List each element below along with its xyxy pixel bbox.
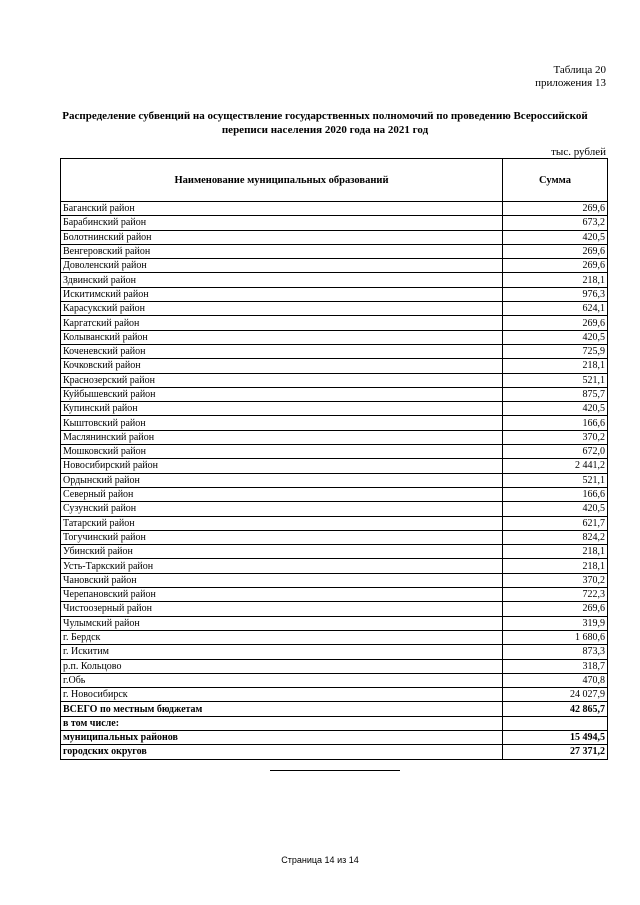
row-name: Доволенский район: [61, 259, 503, 273]
table-row: [61, 445, 608, 459]
row-name: Новосибирский район: [61, 459, 503, 473]
document-title: Распределение субвенций на осуществление государственных полномочий по проведению Всероссийской переписи населения 2020 года на 2021 год: [62, 110, 588, 136]
row-name: Барабинский район: [61, 216, 503, 230]
table-row: [61, 645, 608, 659]
table-row: [61, 502, 608, 516]
row-sum: [503, 716, 608, 730]
table-row: [61, 287, 608, 301]
table-row: [61, 373, 608, 387]
table-row: [61, 216, 608, 230]
table-row: [61, 745, 608, 759]
row-name: Кочковский район: [61, 359, 503, 373]
table-row: [61, 730, 608, 744]
table-row: [61, 259, 608, 273]
table-row: [61, 659, 608, 673]
table-row: [61, 702, 608, 716]
row-name: г.Обь: [61, 673, 503, 687]
row-sum: 319,9: [503, 616, 608, 630]
page-number: Страница 14 из 14: [281, 855, 359, 865]
row-name: Венгеровский район: [61, 244, 503, 258]
table-row: [61, 316, 608, 330]
table-row: [61, 359, 608, 373]
row-sum: 15 494,5: [503, 730, 608, 744]
column-header-name: Наименование муниципальных образований: [61, 159, 503, 202]
table-row: [61, 716, 608, 730]
row-name: Чистоозерный район: [61, 602, 503, 616]
row-sum: 2 441,2: [503, 459, 608, 473]
table-row: [61, 573, 608, 587]
row-name: Черепановский район: [61, 588, 503, 602]
row-name: Здвинский район: [61, 273, 503, 287]
table-body: [61, 202, 608, 760]
table-row: [61, 588, 608, 602]
row-sum: 875,7: [503, 387, 608, 401]
table-row: [61, 302, 608, 316]
row-name: Тогучинский район: [61, 530, 503, 544]
row-sum: 269,6: [503, 244, 608, 258]
row-sum: 24 027,9: [503, 688, 608, 702]
row-sum: 318,7: [503, 659, 608, 673]
row-sum: 722,3: [503, 588, 608, 602]
table-row: [61, 330, 608, 344]
table-row: [61, 473, 608, 487]
table-row: [61, 273, 608, 287]
row-name: Сузунский район: [61, 502, 503, 516]
table-row: [61, 202, 608, 216]
row-sum: 824,2: [503, 530, 608, 544]
table-row: [61, 387, 608, 401]
row-sum: 269,6: [503, 316, 608, 330]
row-name: Ордынский район: [61, 473, 503, 487]
table-row: [61, 402, 608, 416]
row-sum: 725,9: [503, 344, 608, 358]
row-name: Искитимский район: [61, 287, 503, 301]
row-name: Баганский район: [61, 202, 503, 216]
row-sum: 42 865,7: [503, 702, 608, 716]
row-sum: 624,1: [503, 302, 608, 316]
row-sum: 269,6: [503, 259, 608, 273]
row-name: Мошковский район: [61, 445, 503, 459]
table-row: [61, 459, 608, 473]
table-row: [61, 530, 608, 544]
table-row: [61, 602, 608, 616]
row-sum: 873,3: [503, 645, 608, 659]
row-sum: 27 371,2: [503, 745, 608, 759]
table-row: [61, 616, 608, 630]
table-row: [61, 688, 608, 702]
table-row: [61, 516, 608, 530]
row-sum: 521,1: [503, 473, 608, 487]
row-sum: 420,5: [503, 330, 608, 344]
table-row: [61, 244, 608, 258]
row-name: р.п. Кольцово: [61, 659, 503, 673]
table-row: [61, 545, 608, 559]
row-name: Куйбышевский район: [61, 387, 503, 401]
separator-line: [270, 770, 400, 771]
row-sum: 218,1: [503, 273, 608, 287]
table-row: [61, 630, 608, 644]
row-sum: 976,3: [503, 287, 608, 301]
row-name: ВСЕГО по местным бюджетам: [61, 702, 503, 716]
row-sum: 521,1: [503, 373, 608, 387]
row-sum: 420,5: [503, 402, 608, 416]
row-name: Усть-Таркский район: [61, 559, 503, 573]
row-sum: 370,2: [503, 430, 608, 444]
row-name: Болотнинский район: [61, 230, 503, 244]
table-row: [61, 559, 608, 573]
row-sum: 218,1: [503, 545, 608, 559]
table-row: [61, 673, 608, 687]
units-label: тыс. рублей: [551, 146, 606, 158]
row-name: в том числе:: [61, 716, 503, 730]
row-name: Маслянинский район: [61, 430, 503, 444]
row-name: городских округов: [61, 745, 503, 759]
row-name: г. Новосибирск: [61, 688, 503, 702]
table-row: [61, 344, 608, 358]
row-name: Северный район: [61, 487, 503, 501]
row-sum: 218,1: [503, 359, 608, 373]
row-name: Краснозерский район: [61, 373, 503, 387]
row-sum: 420,5: [503, 230, 608, 244]
row-name: Купинский район: [61, 402, 503, 416]
row-sum: 672,0: [503, 445, 608, 459]
row-sum: 621,7: [503, 516, 608, 530]
row-name: Коченевский район: [61, 344, 503, 358]
row-name: Чулымский район: [61, 616, 503, 630]
subsidy-table: [60, 158, 608, 760]
row-name: Убинский район: [61, 545, 503, 559]
column-header-sum: Сумма: [503, 159, 608, 202]
row-sum: 166,6: [503, 416, 608, 430]
appendix-label: приложения 13: [535, 77, 606, 89]
table-row: [61, 230, 608, 244]
row-name: Кыштовский район: [61, 416, 503, 430]
row-sum: 370,2: [503, 573, 608, 587]
row-sum: 470,8: [503, 673, 608, 687]
row-sum: 1 680,6: [503, 630, 608, 644]
table-number: Таблица 20: [553, 64, 606, 76]
row-name: Карасукский район: [61, 302, 503, 316]
row-name: г. Искитим: [61, 645, 503, 659]
row-name: г. Бердск: [61, 630, 503, 644]
row-name: Татарский район: [61, 516, 503, 530]
row-name: Колыванский район: [61, 330, 503, 344]
row-sum: 218,1: [503, 559, 608, 573]
table-row: [61, 416, 608, 430]
row-name: Чановский район: [61, 573, 503, 587]
row-sum: 269,6: [503, 202, 608, 216]
row-sum: 420,5: [503, 502, 608, 516]
row-sum: 166,6: [503, 487, 608, 501]
row-sum: 673,2: [503, 216, 608, 230]
row-sum: 269,6: [503, 602, 608, 616]
row-name: Каргатский район: [61, 316, 503, 330]
table-row: [61, 487, 608, 501]
row-name: муниципальных районов: [61, 730, 503, 744]
table-row: [61, 430, 608, 444]
